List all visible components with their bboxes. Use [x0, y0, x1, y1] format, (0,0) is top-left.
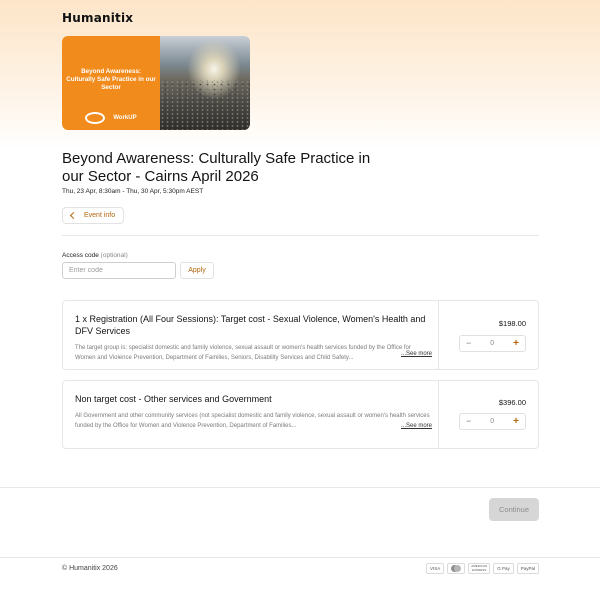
see-more-link[interactable]: ...See more: [397, 423, 432, 429]
ticket-name: 1 x Registration (All Four Sessions): Target cost - Sexual Violence, Women's Health and DFV Services: [75, 314, 426, 336]
ticket-name: Non target cost - Other services and Government: [75, 394, 272, 404]
access-code-label: [62, 252, 128, 259]
event-info-button[interactable]: [62, 207, 124, 224]
plus-icon[interactable]: +: [513, 415, 519, 427]
visa-icon: VISA: [426, 563, 444, 574]
divider: [0, 487, 600, 488]
ticket-price: $198.00: [498, 319, 526, 328]
event-info-label: Event info: [84, 212, 116, 219]
access-code-input[interactable]: [62, 262, 176, 279]
partner-mark-icon: [85, 112, 105, 124]
plus-icon[interactable]: +: [513, 337, 519, 349]
ticket-pricing: [438, 301, 538, 369]
ticket-price: $396.00: [498, 398, 526, 407]
amex-icon: AMERICAN EXPRESS: [468, 563, 490, 574]
banner-photo: [160, 36, 250, 130]
event-title: Beyond Awareness: Culturally Safe Practice in our Sector - Cairns April 2026: [62, 150, 371, 185]
google-pay-icon: G Pay: [493, 563, 514, 574]
partner-logo: WorkUP: [113, 115, 137, 121]
banner-logos: [62, 112, 160, 124]
humanitix-logo[interactable]: Humanitix: [62, 11, 134, 25]
quantity-stepper: [459, 413, 526, 430]
ticket-description: The target group is: specialist domestic and family violence, sexual assault or women's health services funded by the Office for Women and Violence Prevention, Department of Families, Seniors, Disability Services and Child Safety...: [75, 345, 411, 361]
banner-title: Beyond Awareness: Culturally Safe Practice in our Sector: [66, 68, 156, 91]
apply-button[interactable]: Apply: [180, 262, 214, 279]
quantity-value: 0: [490, 340, 495, 347]
ticket-card: [62, 380, 539, 449]
mastercard-icon: [447, 563, 465, 574]
event-banner: [62, 36, 250, 130]
minus-icon[interactable]: −: [466, 338, 472, 348]
banner-text-panel: [62, 36, 160, 130]
divider: [0, 557, 600, 558]
ticket-details: [63, 301, 439, 369]
paypal-icon: PayPal: [517, 563, 539, 574]
ticket-details: [63, 381, 439, 448]
continue-button[interactable]: Continue: [489, 498, 539, 521]
quantity-value: 0: [490, 418, 495, 425]
ticket-description: All Government and other community services (not specialist domestic and family violence, sexual assault or women's health services funded by the Office for Women and Violence Prevention, Department of Families...: [75, 413, 430, 429]
ticket-pricing: [438, 381, 538, 448]
access-code-label-text: Access code: [62, 252, 99, 259]
payment-methods: [426, 563, 539, 574]
event-date: Thu, 23 Apr, 8:30am - Thu, 30 Apr, 5:30pm AEST: [62, 188, 204, 195]
ticket-card: [62, 300, 539, 370]
copyright: © Humanitix 2026: [62, 565, 118, 572]
quantity-stepper: [459, 335, 526, 352]
minus-icon[interactable]: −: [466, 416, 472, 426]
access-code-optional: (optional): [100, 252, 128, 259]
chevron-left-icon: [70, 212, 77, 219]
see-more-link[interactable]: ...See more: [397, 351, 432, 357]
divider: [62, 235, 539, 236]
